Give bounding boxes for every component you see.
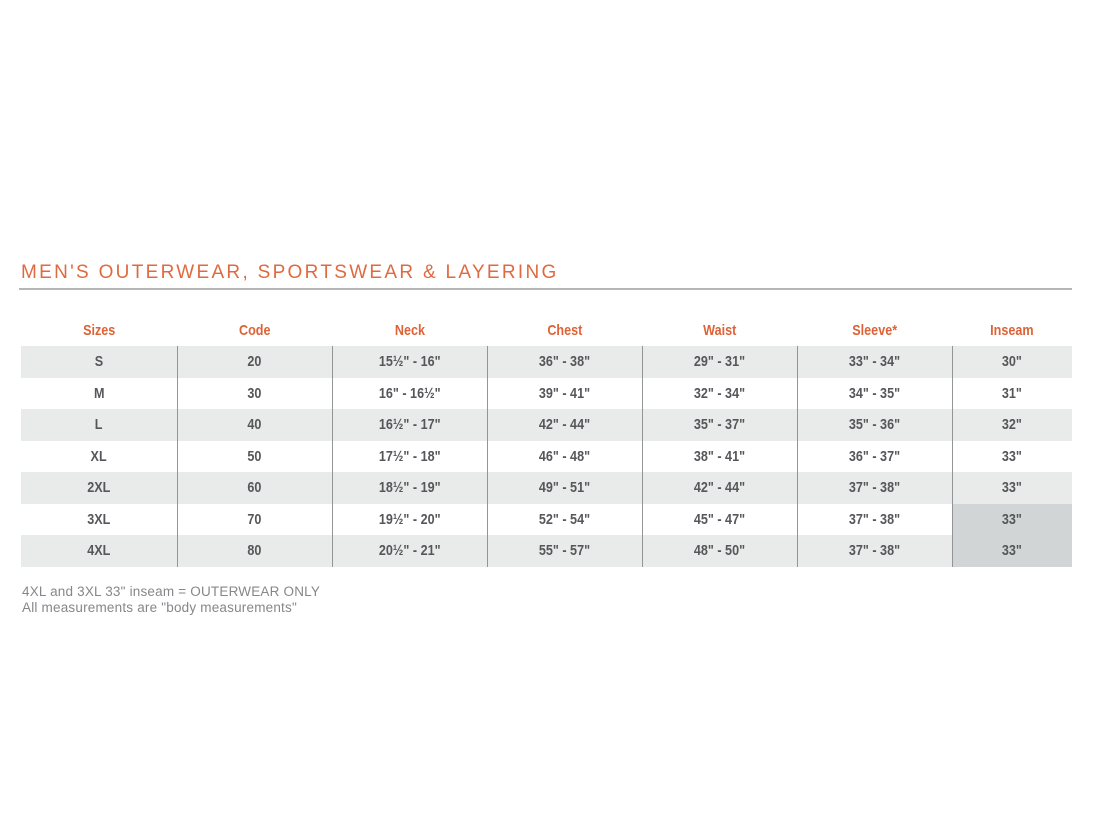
cell-value: 18½" - 19" — [378, 479, 441, 497]
table-row — [21, 504, 1072, 536]
cell-inseam-highlighted — [952, 535, 1072, 567]
cell-value: 55" - 57" — [538, 542, 591, 560]
cell-code — [177, 409, 332, 441]
cell-waist — [642, 441, 797, 473]
column-header-waist — [642, 315, 797, 346]
cell-waist — [642, 535, 797, 567]
header-row — [21, 315, 1072, 346]
cell-neck — [332, 441, 487, 473]
footnote-line: All measurements are "body measurements" — [22, 600, 297, 615]
cell-inseam — [952, 346, 1072, 378]
size-chart-table — [21, 315, 1072, 567]
table-row — [21, 378, 1072, 410]
cell-code — [177, 535, 332, 567]
table-row — [21, 346, 1072, 378]
cell-chest — [487, 346, 642, 378]
cell-value: 49" - 51" — [538, 479, 591, 497]
cell-value: 35" - 36" — [848, 416, 901, 434]
cell-value: 60 — [247, 479, 262, 497]
cell-value: 29" - 31" — [693, 353, 746, 371]
cell-value: 37" - 38" — [848, 510, 901, 528]
cell-sleeve — [797, 378, 952, 410]
cell-value: 36" - 37" — [848, 447, 901, 465]
cell-waist — [642, 504, 797, 536]
cell-code — [177, 504, 332, 536]
cell-value: 37" - 38" — [848, 479, 901, 497]
cell-value: 20 — [247, 353, 262, 371]
cell-chest — [487, 409, 642, 441]
cell-value: 2XL — [87, 479, 111, 497]
cell-value: 39" - 41" — [538, 384, 591, 402]
cell-value: 35" - 37" — [693, 416, 746, 434]
cell-value: 16½" - 17" — [378, 416, 441, 434]
cell-value: 52" - 54" — [538, 510, 591, 528]
table-row — [21, 409, 1072, 441]
column-header-label: Code — [238, 322, 271, 339]
column-header-neck — [332, 315, 487, 346]
cell-value: 70 — [247, 510, 262, 528]
cell-size — [21, 409, 177, 441]
cell-neck — [332, 472, 487, 504]
column-header-label: Sleeve* — [852, 322, 897, 339]
title-underline — [19, 288, 1072, 290]
footnote-line: 4XL and 3XL 33" inseam = OUTERWEAR ONLY — [22, 584, 321, 599]
column-header-label: Chest — [546, 322, 583, 339]
column-header-inseam — [952, 315, 1072, 346]
cell-value: 19½" - 20" — [378, 510, 441, 528]
cell-neck — [332, 378, 487, 410]
cell-size — [21, 346, 177, 378]
cell-code — [177, 441, 332, 473]
cell-chest — [487, 441, 642, 473]
cell-value: 30 — [247, 384, 262, 402]
cell-neck — [332, 346, 487, 378]
cell-value: 33" — [1002, 447, 1023, 465]
cell-value: 50 — [247, 447, 262, 465]
cell-chest — [487, 504, 642, 536]
cell-value: 46" - 48" — [538, 447, 591, 465]
cell-value: 3XL — [87, 510, 111, 528]
cell-inseam — [952, 472, 1072, 504]
cell-inseam — [952, 378, 1072, 410]
footnotes — [22, 584, 320, 616]
cell-value: 80 — [247, 542, 262, 560]
cell-size — [21, 472, 177, 504]
cell-sleeve — [797, 504, 952, 536]
cell-value: 33" - 34" — [848, 353, 901, 371]
cell-chest — [487, 472, 642, 504]
cell-value: 32" - 34" — [693, 384, 746, 402]
cell-neck — [332, 535, 487, 567]
table-row — [21, 472, 1072, 504]
cell-inseam — [952, 409, 1072, 441]
table-row — [21, 535, 1072, 567]
cell-size — [21, 504, 177, 536]
cell-inseam — [952, 441, 1072, 473]
column-header-code — [177, 315, 332, 346]
cell-value: 4XL — [87, 542, 111, 560]
cell-value: 37" - 38" — [848, 542, 901, 560]
cell-value: 36" - 38" — [538, 353, 591, 371]
column-header-sleeve — [797, 315, 952, 346]
cell-sleeve — [797, 535, 952, 567]
cell-sleeve — [797, 409, 952, 441]
page-title: MEN'S OUTERWEAR, SPORTSWEAR & LAYERING — [21, 262, 559, 283]
cell-waist — [642, 346, 797, 378]
cell-value: 45" - 47" — [693, 510, 746, 528]
cell-waist — [642, 378, 797, 410]
column-header-sizes — [21, 315, 177, 346]
cell-code — [177, 472, 332, 504]
cell-neck — [332, 504, 487, 536]
column-header-label: Waist — [702, 322, 737, 339]
column-header-label: Inseam — [990, 322, 1034, 339]
column-header-chest — [487, 315, 642, 346]
cell-value: 33" — [1002, 479, 1023, 497]
cell-size — [21, 378, 177, 410]
cell-value: 48" - 50" — [693, 542, 746, 560]
cell-sleeve — [797, 472, 952, 504]
column-header-label: Sizes — [82, 322, 116, 339]
cell-code — [177, 346, 332, 378]
cell-value: 33" — [1002, 542, 1023, 560]
cell-value: 31" — [1002, 384, 1023, 402]
cell-sleeve — [797, 346, 952, 378]
cell-value: M — [93, 384, 104, 402]
cell-value: XL — [90, 447, 107, 465]
cell-value: 33" — [1002, 510, 1023, 528]
cell-value: 40 — [247, 416, 262, 434]
cell-value: 16" - 16½" — [378, 384, 441, 402]
cell-value: 20½" - 21" — [378, 542, 441, 560]
cell-value: 32" — [1002, 416, 1023, 434]
cell-value: 38" - 41" — [693, 447, 746, 465]
cell-size — [21, 441, 177, 473]
cell-value: 42" - 44" — [693, 479, 746, 497]
cell-value: S — [94, 353, 103, 371]
column-header-label: Neck — [394, 322, 425, 339]
cell-waist — [642, 472, 797, 504]
cell-value: 17½" - 18" — [378, 447, 441, 465]
cell-sleeve — [797, 441, 952, 473]
cell-size — [21, 535, 177, 567]
table-row — [21, 441, 1072, 473]
cell-inseam-highlighted — [952, 504, 1072, 536]
cell-neck — [332, 409, 487, 441]
cell-chest — [487, 378, 642, 410]
cell-waist — [642, 409, 797, 441]
cell-value: 42" - 44" — [538, 416, 591, 434]
cell-value: 30" — [1002, 353, 1023, 371]
cell-chest — [487, 535, 642, 567]
cell-value: L — [94, 416, 103, 434]
cell-value: 34" - 35" — [848, 384, 901, 402]
cell-code — [177, 378, 332, 410]
cell-value: 15½" - 16" — [378, 353, 441, 371]
